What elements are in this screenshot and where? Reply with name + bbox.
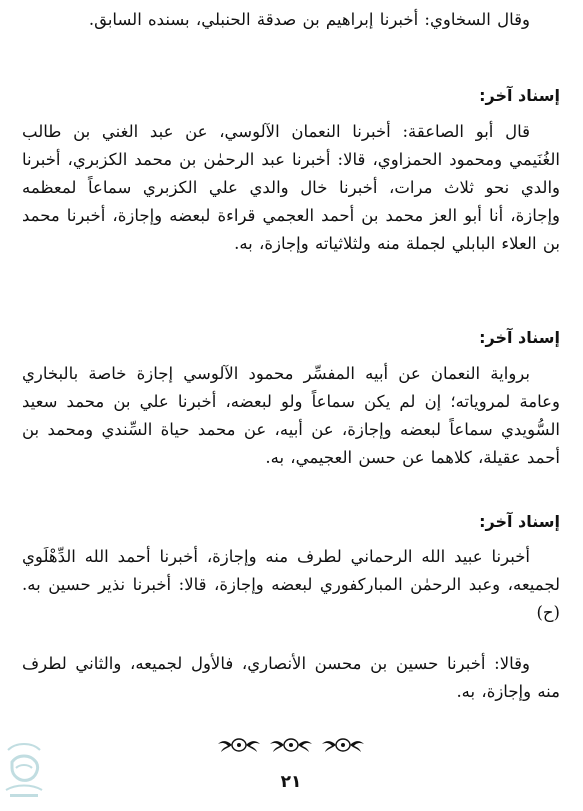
isnad-paragraph-1: قال أبو الصاعقة: أخبرنا النعمان الآلوسي، عن عبد الغني بن طالب الغُنَيمي ومحمود الحمزاوي، قالا: أخبرنا عبد الرحمٰن بن محمد الكزبري، أخبرنا والدي نحو ثلاث مرات، أخبرنا خال والدي علي الكزبري سماعاً لمعظمه وإجازة، أنا أبو العز محمد بن أحمد العجمي قراءة لبعضه وإجازة، أخبرنا محمد بن العلاء البابلي لجملة منه ولثلاثياته وإجازة، به. <box>22 122 560 253</box>
page-number: ٢١ <box>280 772 302 792</box>
watermark-logo-icon <box>2 738 46 802</box>
isnad-paragraph-2: برواية النعمان عن أبيه المفسِّر محمود الآلوسي إجازة خاصة بالبخاري وعامة لمروياته؛ إن لم يكن سماعاً ولو لبعضه، أخبرنا علي بن محمد سعيد السُّويدي سماعاً لبعضه وإجازة، عن أبيه، عن محمد حياة السِّندي ومحمد بن أحمد عقيلة، كلاهما عن حسن العجيمي، به. <box>22 364 560 467</box>
isnad-heading-2: إسناد آخر: <box>479 328 560 347</box>
isnad-heading-3: إسناد آخر: <box>479 512 560 531</box>
fleuron-icon <box>268 735 314 755</box>
book-page <box>22 0 560 811</box>
intro-paragraph: وقال السخاوي: أخبرنا إبراهيم بن صدقة الحنبلي، بسنده السابق. <box>88 10 530 29</box>
fleuron-icon <box>216 735 262 755</box>
isnad-paragraph-3: أخبرنا عبيد الله الرحماني لطرف منه وإجازة، أخبرنا أحمد الله الدِّهْلَوي لجميعه، وعبد الرحمٰن المباركفوري لبعضه وإجازة، قالا: أخبرنا نذير حسين به. (ح) <box>22 547 560 622</box>
ornament-row <box>22 735 560 755</box>
isnad-paragraph-3b: وقالا: أخبرنا حسين بن محسن الأنصاري، فالأول لجميعه، والثاني لطرف منه وإجازة، به. <box>22 654 560 701</box>
fleuron-icon <box>320 735 366 755</box>
isnad-heading-1: إسناد آخر: <box>479 86 560 105</box>
